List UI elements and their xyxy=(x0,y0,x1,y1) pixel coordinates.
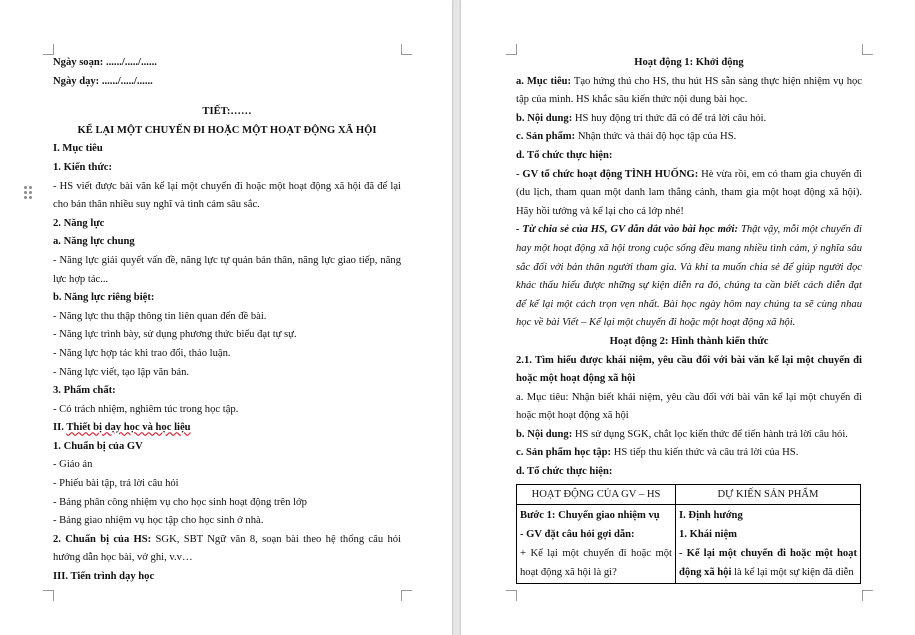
activity1-share-label: - Từ chia sẻ của HS, GV dẫn dắt vào bài học mới: xyxy=(516,224,738,236)
period-label: TIẾT:…… xyxy=(202,106,252,118)
activity1-goal xyxy=(516,73,862,110)
qualities-heading: 3. Phẩm chất: xyxy=(53,385,116,397)
activity1-goal-label: a. Mục tiêu: xyxy=(516,75,572,87)
teacher-prep-heading: 1. Chuẩn bị của GV xyxy=(53,440,143,452)
margin-mark-top-right xyxy=(401,44,412,55)
margin-mark-bottom-right xyxy=(862,590,873,601)
teacher-prep-item: - Bảng phân công nhiệm vụ cho học sinh hoạt động trên lớp xyxy=(53,496,307,508)
general-competence-text: - Năng lực giải quyết vấn đề, năng lực tự quản bản thân, năng lực giao tiếp, năng lực hợp tác... xyxy=(53,254,401,285)
student-prep-label: 2. Chuẩn bị của HS: xyxy=(53,533,152,545)
orientation-heading: I. Định hướng xyxy=(679,509,743,521)
general-competence-heading: a. Năng lực chung xyxy=(53,236,135,248)
activity2-goal: a. Mục tiêu: Nhận biết khái niệm, yêu cầu đối với bài văn kể lại một chuyến đi hoặc một hoạt động xã hội xyxy=(516,391,862,422)
specific-competence-item: - Năng lực trình bày, sử dụng phương thức biểu đạt tự sự. xyxy=(53,329,297,341)
lesson-title: KỂ LẠI MỘT CHUYẾN ĐI HOẶC MỘT HOẠT ĐỘNG XÃ HỘI xyxy=(77,124,377,136)
table-cell-products xyxy=(676,504,861,583)
table-row xyxy=(517,504,861,583)
activity1-situation xyxy=(516,166,862,222)
activity1-situation-label: - GV tổ chức hoạt động TÌNH HUỐNG: xyxy=(516,168,699,180)
prep-date: Ngày soạn: ....../...../...... xyxy=(53,57,157,68)
activity2-content xyxy=(516,426,862,445)
competence-heading: 2. Năng lực xyxy=(53,217,105,229)
activity1-content-label: b. Nội dung: xyxy=(516,112,573,124)
section-objectives-heading: I. Mục tiêu xyxy=(53,143,103,155)
activity1-share xyxy=(516,221,862,333)
specific-competence-heading: b. Năng lực riêng biệt: xyxy=(53,292,155,304)
specific-competence-item: - Năng lực thu thập thông tin liên quan đến đề bài. xyxy=(53,310,267,322)
margin-mark-bottom-left xyxy=(506,590,517,601)
activity2-product-text: HS tiếp thu kiến thức và câu trả lời của HS. xyxy=(611,447,799,459)
left-page-content xyxy=(53,54,401,587)
section-equipment-prefix: II. xyxy=(53,422,67,434)
activity1-situation-text: Hè vừa rồi, em có tham gia chuyến đi (du lịch, tham quan một danh lam thắng cảnh, tham gia một hoạt động xã hội). Hãy hồi tưởng và kể lại cho cả lớp nhé! xyxy=(516,168,862,217)
knowledge-text: - HS viết được bài văn kể lại một chuyến đi hoặc một hoạt động xã hội đã để lại cho bản thân nhiều suy nghĩ và tình cảm sâu sắc. xyxy=(53,180,401,211)
margin-mark-bottom-left xyxy=(43,590,54,601)
activity2-content-label: b. Nội dung: xyxy=(516,428,573,440)
concept-definition xyxy=(679,544,857,582)
right-page-content xyxy=(516,54,862,584)
activity1-title: Hoạt động 1: Khởi động xyxy=(634,57,744,68)
activity1-product xyxy=(516,128,862,147)
activity1-content-text: HS huy động tri thức đã có để trả lời câu hỏi. xyxy=(572,112,767,124)
activity1-product-label: c. Sản phẩm: xyxy=(516,131,576,143)
activity2-product xyxy=(516,444,862,463)
document-page-right xyxy=(461,0,915,635)
step1-heading: Bước 1: Chuyển giao nhiệm vụ xyxy=(520,509,660,521)
teacher-prep-item: - Phiếu bài tập, trả lời câu hỏi xyxy=(53,478,179,490)
concept-definition-rest: là kể lại một sự kiện đã diễn xyxy=(731,566,854,578)
activity2-title: Hoạt động 2: Hình thành kiến thức xyxy=(609,335,769,347)
teacher-prep-item: - Giáo án xyxy=(53,459,93,471)
activity1-content xyxy=(516,110,862,129)
concept-definition-bold: - Kể lại một chuyến đi hoặc một hoạt động xã hội xyxy=(679,547,857,578)
activity2-content-text: HS sử dụng SGK, chắt lọc kiến thức để tiến hành trả lời câu hỏi. xyxy=(572,428,848,440)
table-cell-activities xyxy=(517,504,676,583)
knowledge-heading: 1. Kiến thức: xyxy=(53,161,113,173)
table-header-products: DỰ KIẾN SẢN PHẨM xyxy=(676,484,861,504)
document-page-left xyxy=(0,0,452,635)
table-header-activities: HOẠT ĐỘNG CỦA GV – HS xyxy=(517,484,676,504)
activity2-product-label: c. Sản phẩm học tập: xyxy=(516,447,612,459)
activity1-org-heading: d. Tổ chức thực hiện: xyxy=(516,149,613,161)
student-prep-text: SGK, SBT Ngữ văn 8, soạn bài theo hệ thống câu hỏi hướng dẫn học bài, vở ghi, v.v… xyxy=(53,533,401,564)
student-prep-paragraph xyxy=(53,531,401,568)
activity1-share-text: Thật vậy, mỗi một chuyến đi hay một hoạt động xã hội trong cuộc sống đều mang nhiều tình cảm, ý nghĩa sâu sắc đối với bản thân người tham gia. Và khi ta muốn chia sẻ để giúp người đọc khác thấu hiểu được những sự kiện diễn ra đó, chúng ta cần biết cách diễn đạt để kể lại một cách trọn vẹn nhất. Bài học ngày hôm nay chúng ta sẽ cùng nhau học về bài Viết – Kể lại một chuyến đi hoặc một hoạt động xã hội. xyxy=(516,224,862,329)
guiding-question: + Kể lại một chuyến đi hoặc một hoạt động xã hội là gì? xyxy=(520,547,672,578)
section-process-heading: III. Tiến trình dạy học xyxy=(53,571,155,583)
specific-competence-item: - Năng lực hợp tác khi trao đổi, thảo luận. xyxy=(53,347,231,359)
qualities-text: - Có trách nhiệm, nghiêm túc trong học tập. xyxy=(53,403,239,415)
margin-mark-top-right xyxy=(862,44,873,55)
table-header-row xyxy=(517,484,861,504)
activity2-org-heading: d. Tổ chức thực hiện: xyxy=(516,466,613,478)
teach-date: Ngày dạy: ....../...../...... xyxy=(53,75,153,87)
concept-heading: 1. Khái niệm xyxy=(679,528,737,540)
teacher-prep-item: - Bảng giao nhiệm vụ học tập cho học sinh ở nhà. xyxy=(53,515,264,527)
teacher-ask: - GV đặt câu hỏi gợi dẫn: xyxy=(520,528,635,540)
margin-mark-bottom-right xyxy=(401,590,412,601)
activity1-product-text: Nhận thức và thái độ học tập của HS. xyxy=(575,131,737,143)
specific-competence-item: - Năng lực viết, tạo lập văn bản. xyxy=(53,366,190,378)
drag-handle-icon[interactable] xyxy=(24,186,32,198)
section-equipment-heading xyxy=(53,419,401,438)
section-equipment-title: Thiết bị dạy học và học liệu xyxy=(66,422,191,434)
lesson-plan-table xyxy=(516,484,861,584)
activity1-goal-text: Tạo hứng thú cho HS, thu hút HS sẵn sàng thực hiện nhiệm vụ học tập của mình. HS khắc sâu kiến thức nội dung bài học. xyxy=(516,75,862,106)
activity2-1-heading: 2.1. Tìm hiểu được khái niệm, yêu cầu đối với bài văn kể lại một chuyến đi hoặc một hoạt động xã hội xyxy=(516,354,862,385)
